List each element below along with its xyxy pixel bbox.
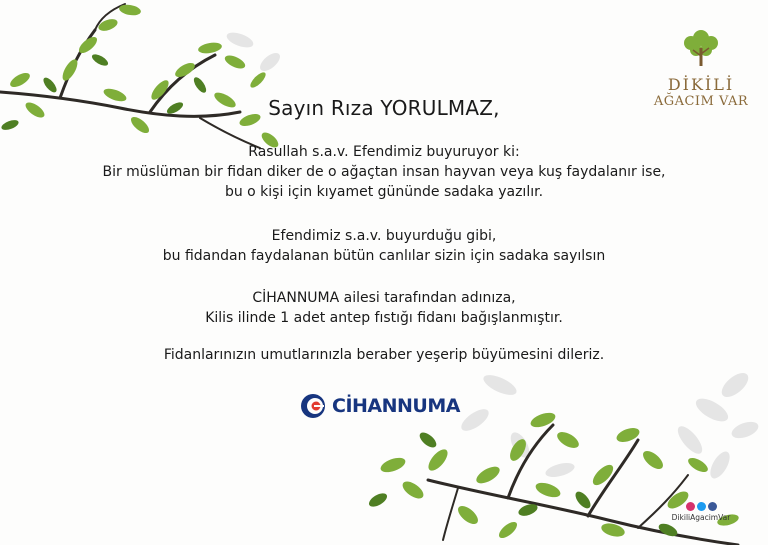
blessing-line: bu fidandan faydalanan bütün canlılar sizin için sadaka sayılsın (162, 248, 606, 264)
closing-wish: Fidanlarınızın umutlarınızla beraber yeşerip büyümesini dileriz. (163, 347, 605, 363)
cihannuma-logo (300, 392, 460, 420)
tree-logo-icon (677, 26, 725, 70)
logo-line-2: AĞACIM VAR (653, 94, 749, 109)
brand-name: CİHANNUMA (332, 395, 460, 417)
donation-line: Kilis ilinde 1 adet antep fıstığı fidanı bağışlanmıştır. (205, 310, 563, 326)
greeting: Sayın Rıza YORULMAZ, (268, 96, 500, 120)
social-handle: DikiliAgacimVar (671, 513, 731, 522)
hadith-paragraph (0, 142, 768, 202)
blessing-line: Efendimiz s.a.v. buyurduğu gibi, (271, 228, 497, 244)
cihannuma-emblem-icon (300, 393, 326, 419)
donation-line: CİHANNUMA ailesi tarafından adınıza, (252, 290, 516, 306)
hadith-line: Bir müslüman bir fidan diker de o ağaçtan insan hayvan veya kuş faydalanır ise, (102, 164, 666, 180)
social-footer (664, 502, 738, 522)
facebook-icon[interactable] (708, 502, 717, 511)
blessing-paragraph (0, 226, 768, 266)
twitter-icon[interactable] (697, 502, 706, 511)
hadith-line: bu o kişi için kıyamet gününde sadaka yazılır. (224, 184, 544, 200)
hadith-line: Rasullah s.a.v. Efendimiz buyuruyor ki: (248, 144, 520, 160)
instagram-icon[interactable] (686, 502, 695, 511)
logo-line-1: DİKİLİ (667, 75, 735, 94)
donation-paragraph (0, 288, 768, 328)
